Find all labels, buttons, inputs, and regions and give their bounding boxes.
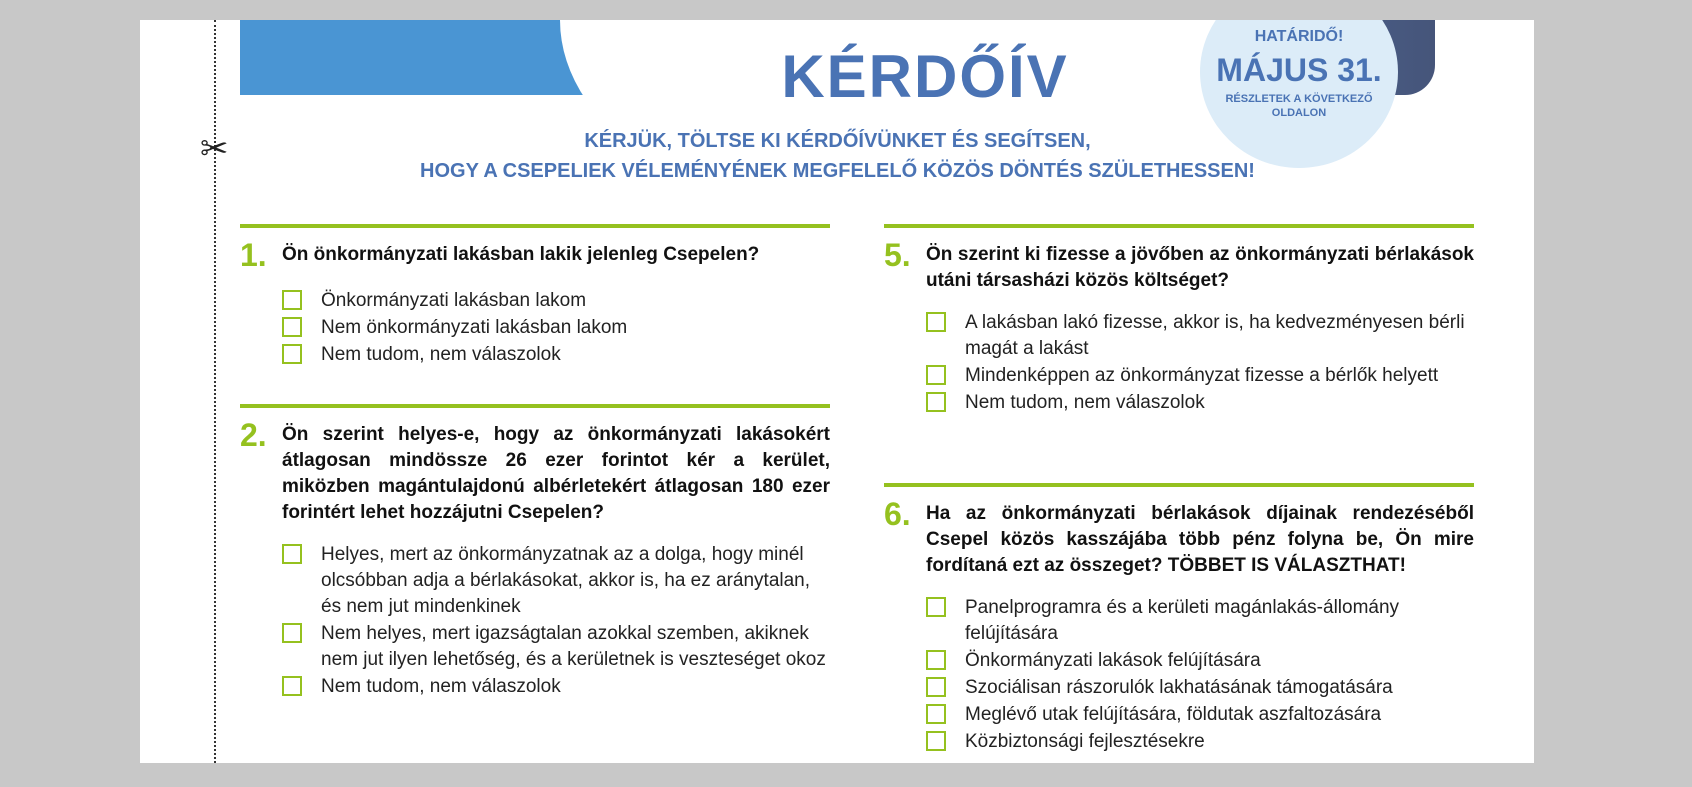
checkbox[interactable] bbox=[282, 290, 302, 310]
option-item[interactable] bbox=[282, 621, 830, 673]
question-number: 6. bbox=[884, 496, 911, 532]
option-list bbox=[926, 595, 1474, 755]
scissors-icon: ✂ bbox=[200, 130, 229, 168]
questionnaire-page bbox=[140, 20, 1534, 763]
option-item[interactable] bbox=[282, 315, 830, 341]
option-label: Szociálisan rászorulók lakhatásának támogatására bbox=[965, 677, 1393, 698]
checkbox[interactable] bbox=[282, 317, 302, 337]
deadline-note: RÉSZLETEK A KÖVETKEZŐ OLDALON bbox=[1225, 93, 1373, 119]
option-item[interactable] bbox=[282, 674, 830, 700]
option-label: Panelprogramra és a kerületi magánlakás-állomány felújítására bbox=[965, 597, 1400, 644]
deadline-label: HATÁRIDŐ! bbox=[1254, 28, 1344, 45]
option-label: Nem tudom, nem válaszolok bbox=[965, 392, 1205, 413]
option-label: Közbiztonsági fejlesztésekre bbox=[965, 731, 1205, 752]
checkbox[interactable] bbox=[926, 312, 946, 332]
subtitle bbox=[240, 126, 1435, 186]
option-item[interactable] bbox=[282, 342, 830, 368]
option-item[interactable] bbox=[926, 363, 1474, 389]
checkbox[interactable] bbox=[926, 650, 946, 670]
option-label: Önkormányzati lakások felújítására bbox=[965, 650, 1261, 671]
option-item[interactable] bbox=[282, 542, 830, 620]
checkbox[interactable] bbox=[926, 731, 946, 751]
checkbox[interactable] bbox=[282, 344, 302, 364]
option-label: Nem tudom, nem válaszolok bbox=[321, 344, 561, 365]
option-label: Nem tudom, nem válaszolok bbox=[321, 676, 561, 697]
checkbox[interactable] bbox=[926, 597, 946, 617]
subtitle-line-2: HOGY A CSEPELIEK VÉLEMÉNYÉNEK MEGFELELŐ KÖZÖS DÖNTÉS SZÜLETHESSEN! bbox=[420, 160, 1255, 182]
question-1 bbox=[240, 224, 830, 369]
page-title: KÉRDŐÍV bbox=[781, 43, 1069, 110]
option-item[interactable] bbox=[926, 702, 1474, 728]
option-label: Önkormányzati lakásban lakom bbox=[321, 290, 587, 311]
option-label: Helyes, mert az önkormányzatnak az a dolga, hogy minél olcsóbban adja a bérlakásokat, akkor is, ha ez aránytalan, és nem jut mindenkinek bbox=[321, 544, 811, 617]
question-6 bbox=[884, 483, 1474, 756]
option-item[interactable] bbox=[926, 310, 1474, 362]
option-list bbox=[282, 542, 830, 700]
question-2 bbox=[240, 404, 830, 701]
checkbox[interactable] bbox=[282, 544, 302, 564]
option-label: Meglévő utak felújítására, földutak aszfaltozására bbox=[965, 704, 1382, 725]
option-item[interactable] bbox=[926, 595, 1474, 647]
question-text: Ha az önkormányzati bérlakások díjainak rendezéséből Csepel közös kasszájába több pénz folyna be, Ön mire fordítaná ezt az összeget? TÖBBET IS VÁLASZTHAT! bbox=[926, 503, 1474, 576]
question-number: 5. bbox=[884, 237, 911, 273]
option-item[interactable] bbox=[926, 729, 1474, 755]
option-list bbox=[926, 310, 1474, 416]
checkbox[interactable] bbox=[282, 623, 302, 643]
checkbox[interactable] bbox=[282, 676, 302, 696]
option-item[interactable] bbox=[282, 288, 830, 314]
option-label: Nem önkormányzati lakásban lakom bbox=[321, 317, 628, 338]
checkbox[interactable] bbox=[926, 365, 946, 385]
question-text: Ön szerint ki fizesse a jövőben az önkormányzati bérlakások utáni társasházi közös költséget? bbox=[926, 244, 1474, 291]
option-item[interactable] bbox=[926, 675, 1474, 701]
question-text: Ön szerint helyes-e, hogy az önkormányzati lakásokért átlagosan mindössze 26 ezer forintot kér a kerület, miközben magántulajdonú albérletekért átlagosan 180 ezer forintért lehet hozzájutni Csepelen? bbox=[282, 424, 830, 523]
question-number: 2. bbox=[240, 417, 267, 453]
option-label: Mindenképpen az önkormányzat fizesse a bérlők helyett bbox=[965, 365, 1439, 386]
deadline-date: MÁJUS 31. bbox=[1216, 52, 1382, 88]
option-item[interactable] bbox=[926, 648, 1474, 674]
checkbox[interactable] bbox=[926, 392, 946, 412]
question-5 bbox=[884, 224, 1474, 417]
subtitle-line-1: KÉRJÜK, TÖLTSE KI KÉRDŐÍVÜNKET ÉS SEGÍTSEN, bbox=[584, 130, 1091, 152]
question-number: 1. bbox=[240, 237, 267, 273]
option-label: A lakásban lakó fizesse, akkor is, ha kedvezményesen bérli magát a lakást bbox=[965, 312, 1465, 359]
option-item[interactable] bbox=[926, 390, 1474, 416]
option-label: Nem helyes, mert igazságtalan azokkal szemben, akiknek nem jut ilyen lehetőség, és a kerületnek is veszteséget okoz bbox=[321, 623, 826, 670]
option-list bbox=[282, 288, 830, 368]
question-text: Ön önkormányzati lakásban lakik jelenleg Csepelen? bbox=[282, 244, 760, 265]
checkbox[interactable] bbox=[926, 677, 946, 697]
checkbox[interactable] bbox=[926, 704, 946, 724]
